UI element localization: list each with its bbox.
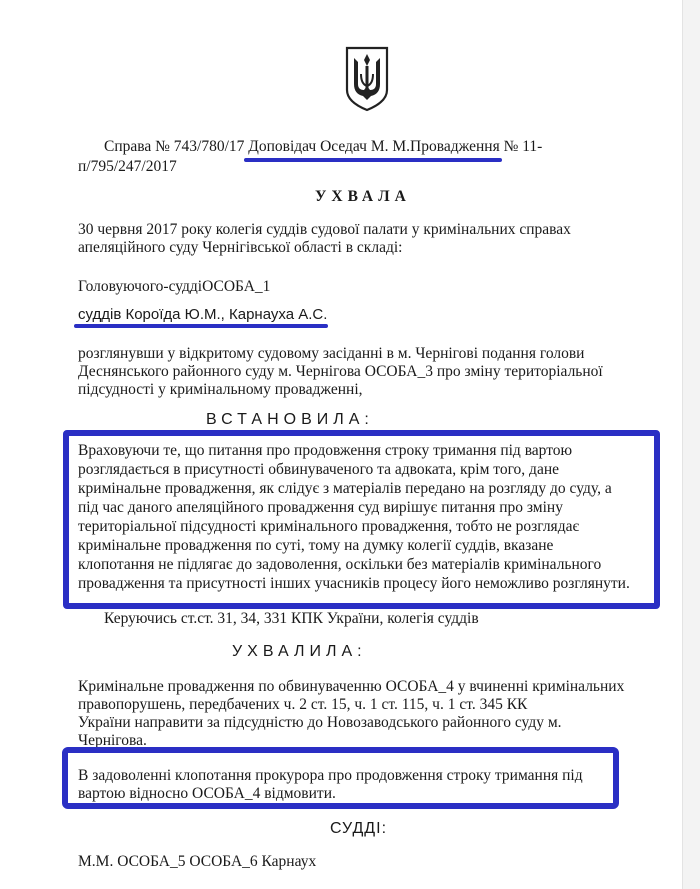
considered-line-1: розглянувши у відкритому судовому засіданні в м. Чернігові подання голови: [78, 345, 585, 362]
decided-heading: УХВАЛИЛА:: [232, 643, 367, 660]
established-line-4: під час даного апеляційного провадження суд вирішує питання про зміну: [78, 499, 563, 516]
presiding-judge: Головуючого-суддіОСОБА_1: [78, 278, 271, 295]
decided-line-4: Чернігова.: [78, 732, 147, 749]
document-title: УХВАЛА: [315, 188, 411, 205]
intro-line-2: апеляційного суду Чернігівської області в складі:: [78, 239, 403, 256]
judges-heading: СУДДІ:: [330, 820, 388, 837]
established-line-7: клопотання не підлягає до задоволення, оскільки без матеріалів кримінального: [78, 556, 602, 573]
guided-by-line: Керуючись ст.ст. 31, 34, 331 КПК України, колегія суддів: [104, 610, 479, 627]
case-number-line-2: п/795/247/2017: [78, 158, 177, 175]
established-line-5: територіальної підсудності кримінального провадження, тобто не розглядає: [78, 518, 580, 535]
scrollbar-strip[interactable]: [682, 0, 700, 889]
intro-line-1: 30 червня 2017 року колегія суддів судової палати у кримінальних справах: [78, 221, 571, 238]
case-number-line: Справа № 743/780/17 Доповідач Оседач М. М.Провадження № 11-: [104, 138, 543, 155]
established-line-6: кримінальне провадження по суті, тому на думку колегії суддів, вказане: [78, 537, 554, 554]
refusal-line-1: В задоволенні клопотання прокурора про продовження строку тримання під: [78, 767, 583, 784]
refusal-line-2: вартою відносно ОСОБА_4 відмовити.: [78, 785, 336, 802]
established-line-2: розглядається в присутності обвинуваченого та адвоката, крім того, дане: [78, 461, 559, 478]
established-line-8: провадження та присутності інших учасників процесу його неможливо розглянути.: [78, 575, 630, 592]
signatures-line: М.М. ОСОБА_5 ОСОБА_6 Карнаух: [78, 853, 317, 870]
established-heading: ВСТАНОВИЛА:: [206, 411, 374, 428]
trident-emblem-icon: [343, 44, 391, 114]
established-line-1: Враховуючи те, що питання про продовження строку тримання під вартою: [78, 442, 573, 459]
ink-underline-judges: [74, 324, 328, 328]
decided-line-1: Кримінальне провадження по обвинуваченню ОСОБА_4 у вчиненні кримінальних: [78, 678, 625, 695]
considered-line-2: Деснянського районного суду м. Чернігова ОСОБА_3 про зміну територіальної: [78, 363, 603, 380]
ink-underline-reporter: [244, 158, 502, 162]
considered-line-3: підсудності у кримінальному провадженні,: [78, 381, 363, 398]
decided-line-2: правопорушень, передбачених ч. 2 ст. 15, ч. 1 ст. 115, ч. 1 ст. 345 КК: [78, 696, 528, 713]
established-line-3: кримінальне провадження, як слідує з матеріалів передано на розгляду до суду, а: [78, 480, 612, 497]
panel-judges: суддів Короїда Ю.М., Карнауха А.С.: [78, 306, 328, 323]
decided-line-3: України направити за підсудністю до Новозаводського районного суду м.: [78, 714, 562, 731]
